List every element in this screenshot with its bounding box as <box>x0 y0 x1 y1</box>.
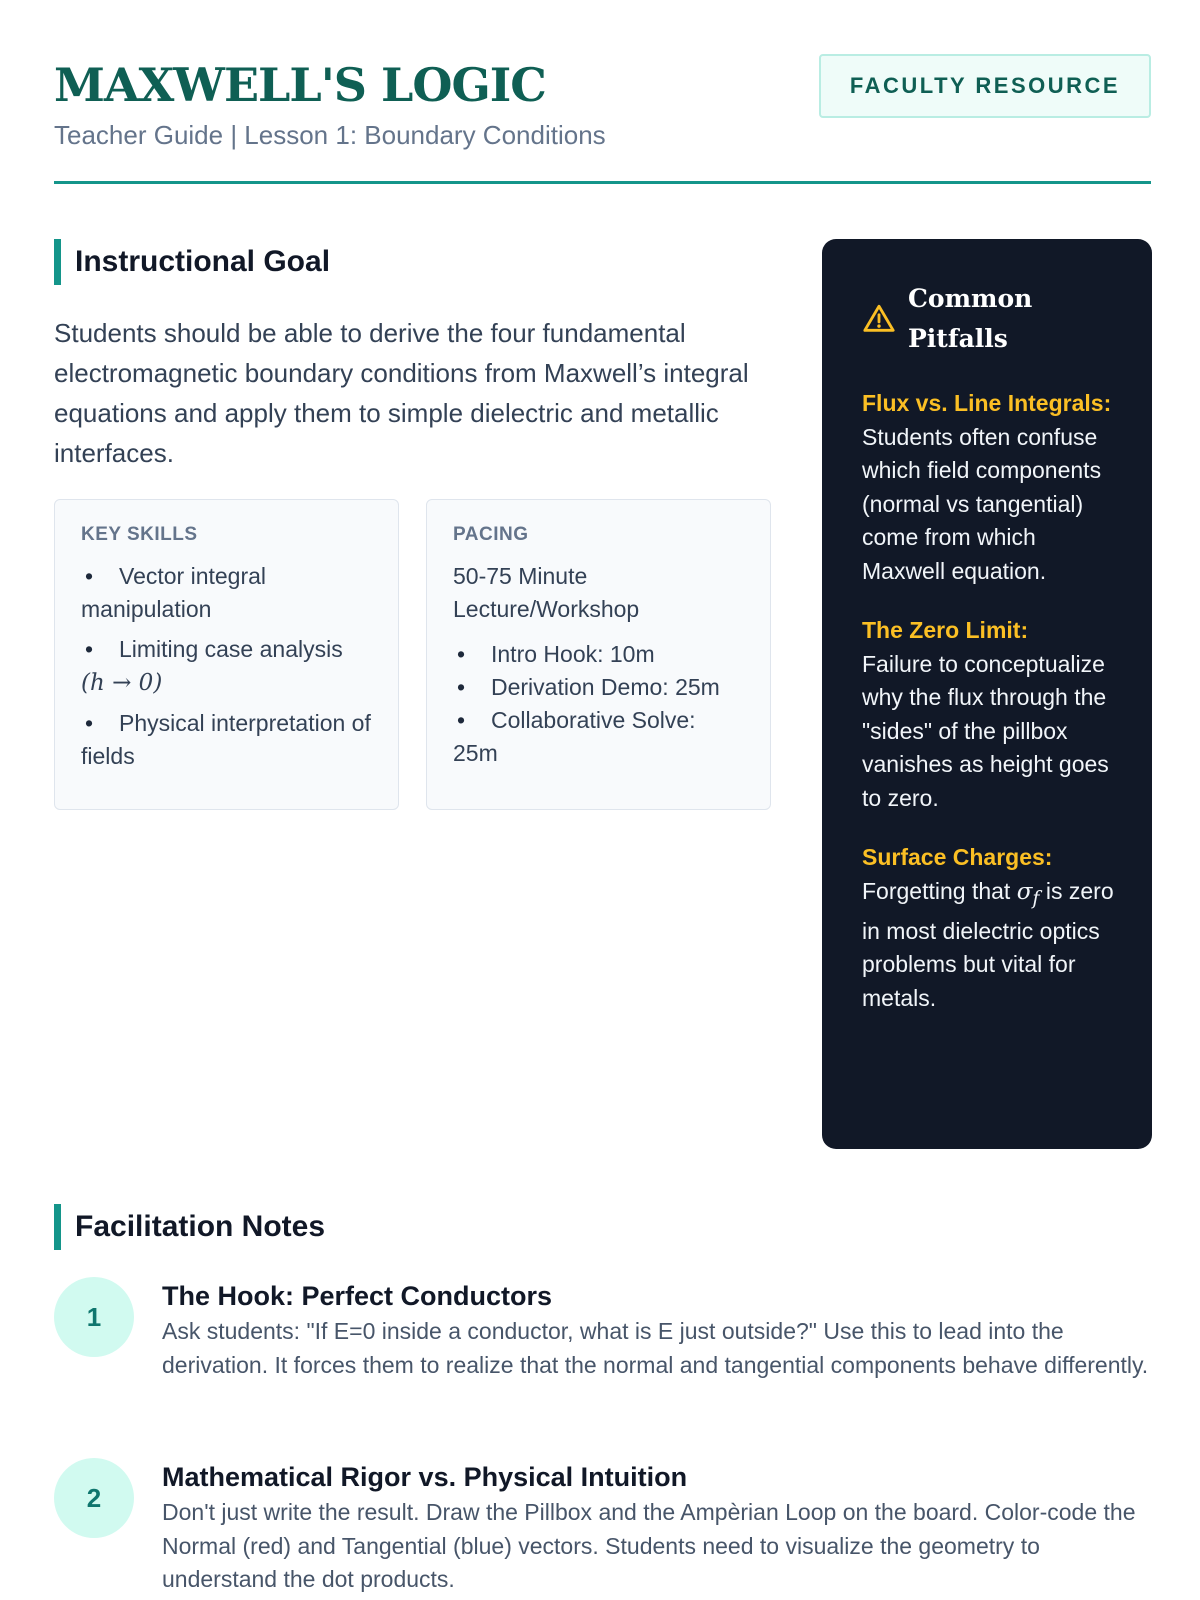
facilitation-step <box>54 1458 1151 1600</box>
step-number-badge: 1 <box>54 1277 134 1357</box>
list-item: • Derivation Demo: 25m <box>453 671 744 704</box>
pitfalls-title: Common Pitfalls <box>908 284 1033 353</box>
pacing-label: PACING <box>453 524 529 545</box>
sigma-symbol: $\sigma_f$ <box>1016 878 1040 910</box>
pitfall-text: is zero in most dielectric optics problems but vital for metals. <box>862 877 1114 1011</box>
key-skills-label: KEY SKILLS <box>81 524 198 545</box>
key-skills-card <box>54 499 399 810</box>
instructional-goal-text: Students should be able to derive the four fundamental electromagnetic boundary conditions from Maxwell’s integral equations and apply them to simple dielectric and metallic interfaces. <box>54 318 749 468</box>
pitfalls-header <box>862 279 1114 359</box>
list-item: • Vector integral manipulation <box>81 560 372 626</box>
list-item: • Physical interpretation of fields <box>81 707 372 773</box>
facilitation-step <box>54 1277 1151 1427</box>
pitfall-text: Students often confuse which field components (normal vs tangential) come from which Maxwell equation. <box>862 423 1102 584</box>
page-subtitle: Teacher Guide | Lesson 1: Boundary Conditions <box>54 120 606 150</box>
step-number-badge: 2 <box>54 1458 134 1538</box>
pitfall-label: Surface Charges: <box>862 844 1053 870</box>
pitfall-item <box>862 841 1114 1015</box>
pitfall-item <box>862 614 1114 815</box>
pitfall-item <box>862 387 1114 588</box>
brand-title: MAXWELL'S LOGIC <box>54 58 546 112</box>
step-body <box>162 1458 1152 1597</box>
instructional-goal-heading: Instructional Goal <box>54 239 330 285</box>
list-item: • Intro Hook: 10m <box>453 638 744 671</box>
page-header <box>54 52 1151 184</box>
pitfall-text: Failure to conceptualize why the flux through the "sides" of the pillbox vanishes as height goes to zero. <box>862 650 1109 811</box>
pacing-duration: 50-75 Minute Lecture/Workshop <box>453 563 640 622</box>
list-item: • Limiting case analysis (h → 0) <box>81 633 372 700</box>
step-body <box>162 1277 1152 1382</box>
step-text: Don't just write the result. Draw the Pillbox and the Ampèrian Loop on the board. Color-code the Normal (red) and Tangential (blue) vectors. Students need to visualize the geometry to understand the dot products. <box>162 1499 1136 1592</box>
pacing-list <box>453 638 744 770</box>
pitfall-label: The Zero Limit: <box>862 617 1029 643</box>
facilitation-notes-heading: Facilitation Notes <box>54 1204 325 1250</box>
warning-icon <box>862 302 896 336</box>
step-title: Mathematical Rigor vs. Physical Intuition <box>162 1462 688 1492</box>
step-text: Ask students: "If E=0 inside a conductor, what is E just outside?" Use this to lead into the derivation. It forces them to realize that the normal and tangential components behave differently. <box>162 1318 1149 1378</box>
faculty-resource-badge: FACULTY RESOURCE <box>819 54 1151 118</box>
pacing-card <box>426 499 771 810</box>
pitfall-label: Flux vs. Line Integrals: <box>862 390 1112 416</box>
common-pitfalls-panel <box>822 239 1152 1149</box>
step-title: The Hook: Perfect Conductors <box>162 1281 553 1311</box>
limit-expression: (h → 0) <box>81 670 163 696</box>
pitfall-text: Forgetting that <box>862 877 1011 904</box>
key-skills-list <box>81 560 372 773</box>
list-item: • Collaborative Solve: 25m <box>453 704 744 770</box>
